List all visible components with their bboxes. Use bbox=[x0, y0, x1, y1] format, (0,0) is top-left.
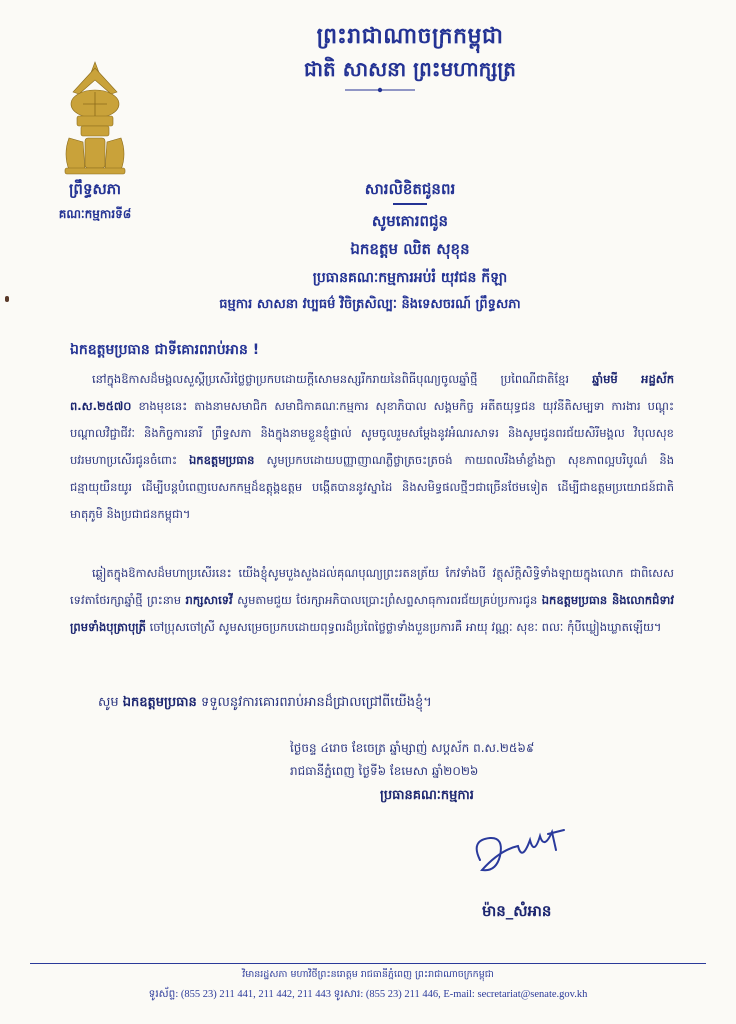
salutation: ឯកឧត្តមប្រធាន ជាទីគោរពរាប់អាន ! bbox=[70, 342, 260, 358]
solar-date: រាជធានីភ្នំពេញ ថ្ងៃទី៦ ខែមេសា ឆ្នាំ២០២៦ bbox=[290, 764, 479, 778]
scan-speck bbox=[5, 296, 9, 302]
para2-end: ចៅប្រុសចៅស្រី សូមសម្រេចប្រកបដោយពុទ្ធពរដ៏ប្រពៃថ្លៃថ្លាទាំងបួនប្រការគឺ អាយុ វណ្ណៈ សុខៈ ពលៈ កុំបីឃ្លៀងឃ្លាតឡើយ។ bbox=[149, 620, 662, 634]
ornament-divider-icon bbox=[345, 86, 415, 94]
signature-icon bbox=[460, 810, 580, 890]
sender-commission: គណៈកម្មការទី៨ bbox=[58, 207, 132, 221]
footer-address: វិមានរដ្ឋសភា មហាវិថីព្រះនរោត្តម រាជធានីភ្នំពេញ ព្រះរាជាណាចក្រកម្ពុជា bbox=[242, 969, 494, 980]
closing-pre: សូម bbox=[98, 695, 119, 710]
kingdom-heading: ព្រះរាជាណាចក្រកម្ពុជា bbox=[316, 24, 504, 49]
para1-end: សូមប្រកបដោយបញ្ញាញាណភ្លឺថ្លាត្រចះត្រចង់ កាយពលរឹងមាំខ្លាំងក្លា សុខភាពល្អបរិបូណ៌ និងជន្មាយុយឺនយូរ ដើម្បីបន្តបំពេញបេសកកម្មដ៏ឧត្តុង្គឧត្តម បង្កើតបាននូវស្នាដៃ និងសមិទ្ធផលថ្មីៗជាច្រើនថែមទៀត ដើម្បីជាឧត្តមប្រយោជន៍ជាតិមាតុភូមិ និងប្រជាជនកម្ពុជា។ bbox=[70, 453, 675, 521]
senate-emblem-icon bbox=[55, 58, 135, 176]
sender-block bbox=[40, 180, 150, 224]
paragraph-2 bbox=[70, 560, 674, 641]
footer-rule bbox=[30, 963, 706, 964]
para2-family: ឯកឧត្តមប្រធាន និងលោកជំទាវ ព្រមទាំងបុត្រាបុត្រី bbox=[70, 593, 675, 634]
sender-institution: ព្រឹទ្ធសភា bbox=[68, 180, 122, 198]
para1-middle: ខាងមុខនេះ តាងនាមសមាជិក សមាជិកាគណៈកម្មការ សុខាភិបាល សង្គមកិច្ច អតីតយុទ្ធជន យុវនីតិសម្បទា ការងារ បណ្តុះបណ្តាលវិជ្ជាជីវៈ និងកិច្ចការនារី ព្រឹទ្ធសភា និងក្នុងនាមខ្លួនខ្ញុំផ្ទាល់ សូមចូលរួមសម្តែងនូវអំណរសាទរ និងសូមជូនពរជ័យសិរីមង្គល វិបុលសុខ បវរមហាប្រសើរជូនចំពោះ bbox=[70, 399, 674, 467]
para1-honorific: ឯកឧត្តមប្រធាន bbox=[189, 453, 255, 467]
footer-contact: ទូរស័ព្ទ: (855 23) 211 441, 211 442, 211 443 ទូរសារ: (855 23) 211 446, E-mail: secretariat@senate.gov.kh bbox=[148, 989, 588, 1000]
paragraph-1 bbox=[70, 366, 674, 528]
para2-start: ឆ្លៀតក្នុងឱកាសដ៏មហាប្រសើរនេះ យើងខ្ញុំសូមបួងសួងដល់គុណបុណ្យព្រះរតនត្រ័យ កែវទាំងបី វត្ថុស័ក្តិសិទ្ធិទាំងឡាយក្នុងលោក ជាពិសេសទេវតាថែរក្សាឆ្នាំថ្មី ព្រះនាម bbox=[70, 566, 674, 607]
closing-post: ទទួលនូវការគោរពរាប់អានដ៏ជ្រាលជ្រៅពីយើងខ្ញុំ។ bbox=[200, 695, 432, 710]
signatory-name: ម៉ាន_សំអាន bbox=[482, 902, 552, 920]
signatory-title: ប្រធានគណៈកម្មការ bbox=[380, 788, 474, 803]
para1-year: ឆ្នាំមមី អដ្ឋស័ក ព.ស.២៥៧០ bbox=[70, 372, 675, 413]
para1-start: នៅក្នុងឱកាសដ៏មង្គលសួស្តីប្រសើរថ្លៃថ្លាប្រកបដោយក្តីសោមនស្សរីករាយនៃពិធីបុណ្យចូលឆ្នាំថ្មី ប្រពៃណីជាតិខ្មែរ bbox=[92, 372, 570, 386]
title-underline bbox=[393, 203, 427, 205]
closing-line bbox=[98, 694, 432, 713]
para2-deity: រាក្សសាទេវី bbox=[185, 593, 233, 607]
letter-type: សារលិខិតជូនពរ bbox=[364, 180, 456, 198]
national-motto: ជាតិ សាសនា ព្រះមហាក្សត្រ bbox=[304, 57, 516, 81]
recipient-position: ប្រធានគណៈកម្មការអប់រំ យុវជន កីឡា bbox=[312, 270, 508, 286]
respectfully-to: សូមគោរពជូន bbox=[371, 212, 449, 230]
closing-honorific: ឯកឧត្តមប្រធាន bbox=[122, 695, 197, 710]
para2-middle: សូមតាមជួយ ថែរក្សាអភិបាលប្រោះព្រំសព្ទសាធុការពរជ័យគ្រប់ប្រការជូន bbox=[237, 593, 538, 607]
recipient-organization: ធម្មការ សាសនា វប្បធម៌ វិចិត្រសិល្បៈ និងទេសចរណ៍ ព្រឹទ្ធសភា bbox=[219, 297, 521, 312]
recipient-name: ឯកឧត្តម ឈិត សុខុន bbox=[350, 240, 470, 258]
lunar-date: ថ្ងៃចន្ទ ៤រោច ខែចេត្រ ឆ្នាំម្សាញ់ សប្តស័ក ព.ស.២៥៦៩ bbox=[290, 741, 535, 755]
